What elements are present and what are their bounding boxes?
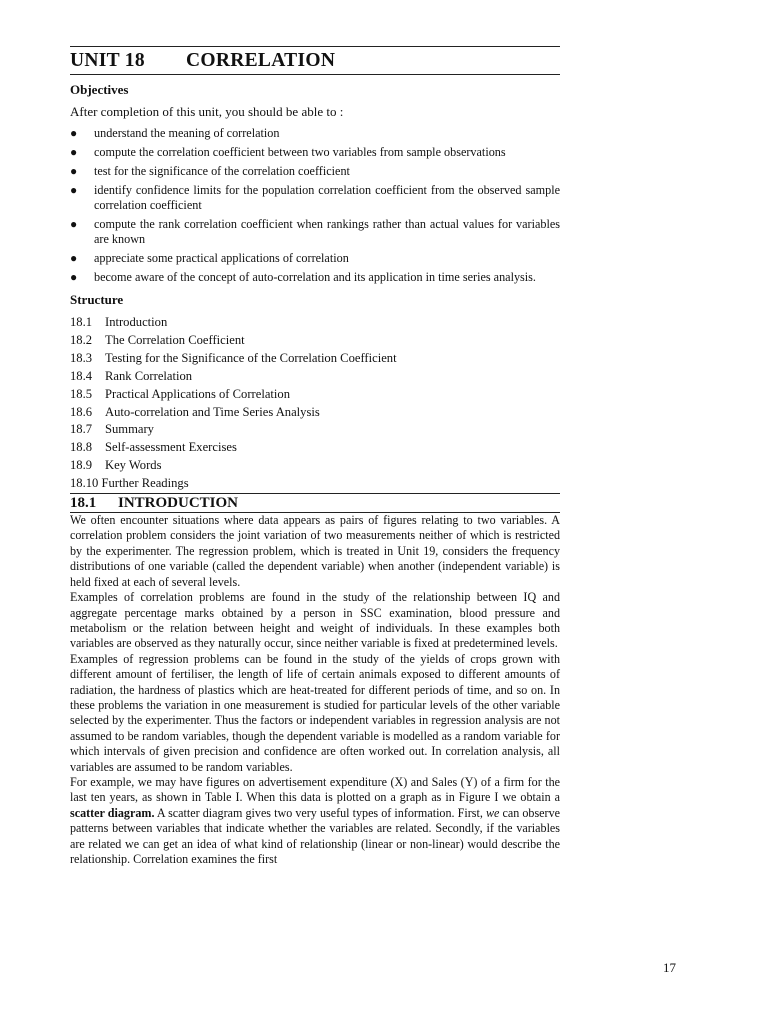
structure-heading: Structure [70,292,124,307]
page-number: 17 [663,960,676,975]
section-rule [70,493,560,494]
objective-item: ● test for the significance of the correlation coefficient [70,164,350,178]
structure-item: 18.10 Further Readings [70,476,189,491]
paragraph: For example, we may have figures on advertisement expenditure (X) and Sales (Y) of a firm for the last ten years, as shown in Table I. When this data is plotted on a graph as in Figure I we obtain a scatter diagram. A scatter diagram gives two very useful types of information. First, we can observe patterns between variables that indicate whether the variables are related. Secondly, if the variables are related we can get an idea of what kind of relationship (linear or non-linear) would describe the relationship. Correlation examines the first [70,774,560,866]
objective-item: ● compute the correlation coefficient between two variables from sample observations [70,145,506,159]
structure-item: 18.8 Self-assessment Exercises [70,440,237,455]
objective-item: ● identify confidence limits for the population correlation coefficient from the observed sample correlation coefficient [70,183,560,212]
bullet-icon: ● [70,183,78,197]
objectives-heading: Objectives [70,82,129,97]
structure-item: 18.1 Introduction [70,315,168,329]
bullet-icon: ● [70,217,78,231]
unit-title [70,50,560,72]
title-rule [70,74,560,75]
bullet-icon: ● [70,145,78,159]
objectives-intro: After completion of this unit, you should be able to : [70,104,344,119]
section-heading [70,495,560,512]
paragraph: Examples of regression problems can be found in the study of the yields of crops grown with different amount of fertiliser, the length of life of certain animals exposed to different amounts of radiation, the hardness of plastics which are heat-treated for different periods of time, and so on. In these problems the variation in one measurement is studied for particular levels of the other variable selected by the experimenter. Thus the factors or independent variables in regression analysis are not assumed to be random variables, though the dependent variable is modelled as a random variable for which intervals of given precision and confidence are often worked out. In correlation analysis, all variables are assumed to be random variables. [70,651,560,774]
structure-item: 18.6 Auto-correlation and Time Series Analysis [70,404,320,419]
section-title: INTRODUCTION [118,495,239,512]
structure-item: 18.7 Summary [70,422,154,437]
objective-item: ● understand the meaning of correlation [70,126,280,140]
bullet-icon: ● [70,251,78,265]
structure-item: 18.3 Testing for the Significance of the Correlation Coefficient [70,350,397,365]
paragraph: Examples of correlation problems are found in the study of the relationship between IQ and aggregate percentage marks obtained by a person in SSC examination, blood pressure and metabolism or the relation between height and weight of individuals. In these examples both variables are observed as they naturally occur, since neither variable is fixed at predetermined levels. [70,590,560,651]
bullet-icon: ● [70,164,78,178]
structure-item: 18.9 Key Words [70,458,162,473]
section-number: 18.1 [70,495,97,512]
structure-list [70,314,560,493]
unit-number: UNIT 18 [70,50,145,71]
objective-item: ● become aware of the concept of auto-correlation and its application in time series analysis. [70,270,536,284]
objective-item: ● appreciate some practical applications of correlation [70,251,349,265]
scatter-diagram-term: scatter diagram. [70,805,155,820]
structure-item: 18.2 The Correlation Coefficient [70,332,245,347]
structure-item: 18.4 Rank Correlation [70,368,193,383]
objectives-list [70,126,560,285]
bullet-icon: ● [70,270,78,284]
unit-name: CORRELATION [186,50,336,71]
bullet-icon: ● [70,126,78,140]
structure-item: 18.5 Practical Applications of Correlation [70,386,291,401]
page-content [70,46,560,867]
paragraph: We often encounter situations where data appears as pairs of figures relating to two variables. A correlation problem considers the joint variation of two measurements neither of which is restricted by the experimenter. The regression problem, which is treated in Unit 19, considers the frequency distributions of one variable (called the dependent variable) when another (independent variable) is held fixed at each of several levels. [70,513,560,589]
top-rule [70,46,560,47]
objective-item: ● compute the rank correlation coefficient when rankings rather than actual values for variables are known [70,217,560,246]
